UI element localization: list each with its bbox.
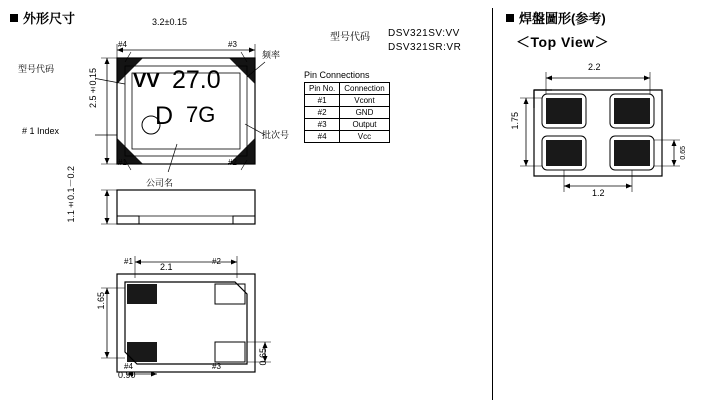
bullet-square-icon bbox=[506, 14, 514, 22]
part-code-line2: DSV321SR:VR bbox=[388, 42, 462, 53]
side-height-dimension: 1.1±0.1－0.2 bbox=[66, 166, 76, 223]
top-height-dimension: 2.5±0.15 bbox=[88, 68, 98, 109]
pin-connection: GND bbox=[340, 107, 389, 119]
callout-company-name: 公司名 bbox=[146, 178, 174, 188]
outline-dimensions-title: 外形尺寸 bbox=[10, 8, 75, 27]
pin-label-1: #1 bbox=[118, 158, 127, 167]
table-row bbox=[305, 119, 390, 131]
pad-height-dimension: 1.75 bbox=[510, 112, 520, 130]
pin-no: #1 bbox=[305, 95, 340, 107]
pin-table-header-0: Pin No. bbox=[305, 83, 340, 95]
pad-inner-height-dimension: 0.65 bbox=[680, 146, 687, 160]
callout-index: # 1 Index bbox=[22, 126, 60, 136]
marking-date: D bbox=[155, 102, 174, 130]
bottom-pin-label-2: #2 bbox=[212, 257, 221, 266]
pin-label-2: #2 bbox=[228, 158, 237, 167]
pad-pattern-title: 焊盤圖形(参考) bbox=[506, 8, 606, 27]
pin-label-4: #4 bbox=[118, 40, 127, 49]
pin-connections-title: Pin Connections bbox=[304, 70, 370, 80]
bullet-square-icon bbox=[10, 14, 18, 22]
part-code-heading: 型号代码 bbox=[330, 32, 370, 43]
section-divider bbox=[492, 8, 493, 400]
bottom-width-dimension: 2.1 bbox=[160, 262, 173, 272]
pin-no: #2 bbox=[305, 107, 340, 119]
pin-connection: Vcc bbox=[340, 131, 389, 143]
bottom-pad-height-dimension: 0.65 bbox=[258, 348, 268, 366]
bottom-pin-label-4: #4 bbox=[124, 362, 133, 371]
table-row bbox=[305, 107, 390, 119]
part-code-line1: DSV321SV:VV bbox=[388, 28, 460, 39]
pin-no: #3 bbox=[305, 119, 340, 131]
bottom-pad-width-dimension: 0.90 bbox=[118, 370, 136, 380]
pad-pattern-drawing bbox=[516, 58, 696, 198]
pin-label-3: #3 bbox=[228, 40, 237, 49]
pad-inner-width-dimension: 1.2 bbox=[592, 188, 605, 198]
pin-connections-table bbox=[304, 82, 390, 143]
pin-connection: Vcont bbox=[340, 95, 389, 107]
pin-no: #4 bbox=[305, 131, 340, 143]
table-row bbox=[305, 95, 390, 107]
bottom-pin-label-1: #1 bbox=[124, 257, 133, 266]
callout-model-code: 型号代码 bbox=[18, 64, 55, 74]
top-width-dimension: 3.2±0.15 bbox=[152, 17, 187, 27]
table-row bbox=[305, 131, 390, 143]
callout-frequency: 频率 bbox=[262, 50, 281, 60]
bottom-pin-label-3: #3 bbox=[212, 362, 221, 371]
marking-lot: 7G bbox=[186, 102, 216, 127]
callout-lot-number: 批次号 bbox=[262, 130, 290, 140]
pin-table-header-1: Connection bbox=[340, 83, 389, 95]
side-view-drawing bbox=[95, 178, 295, 238]
top-view-label: ＜Top View＞ bbox=[516, 34, 610, 50]
pin-connection: Output bbox=[340, 119, 389, 131]
bottom-height-dimension: 1.65 bbox=[96, 292, 106, 310]
pad-width-dimension: 2.2 bbox=[588, 62, 601, 72]
marking-frequency: 27.0 bbox=[172, 66, 221, 94]
marking-model: VV bbox=[133, 70, 160, 92]
